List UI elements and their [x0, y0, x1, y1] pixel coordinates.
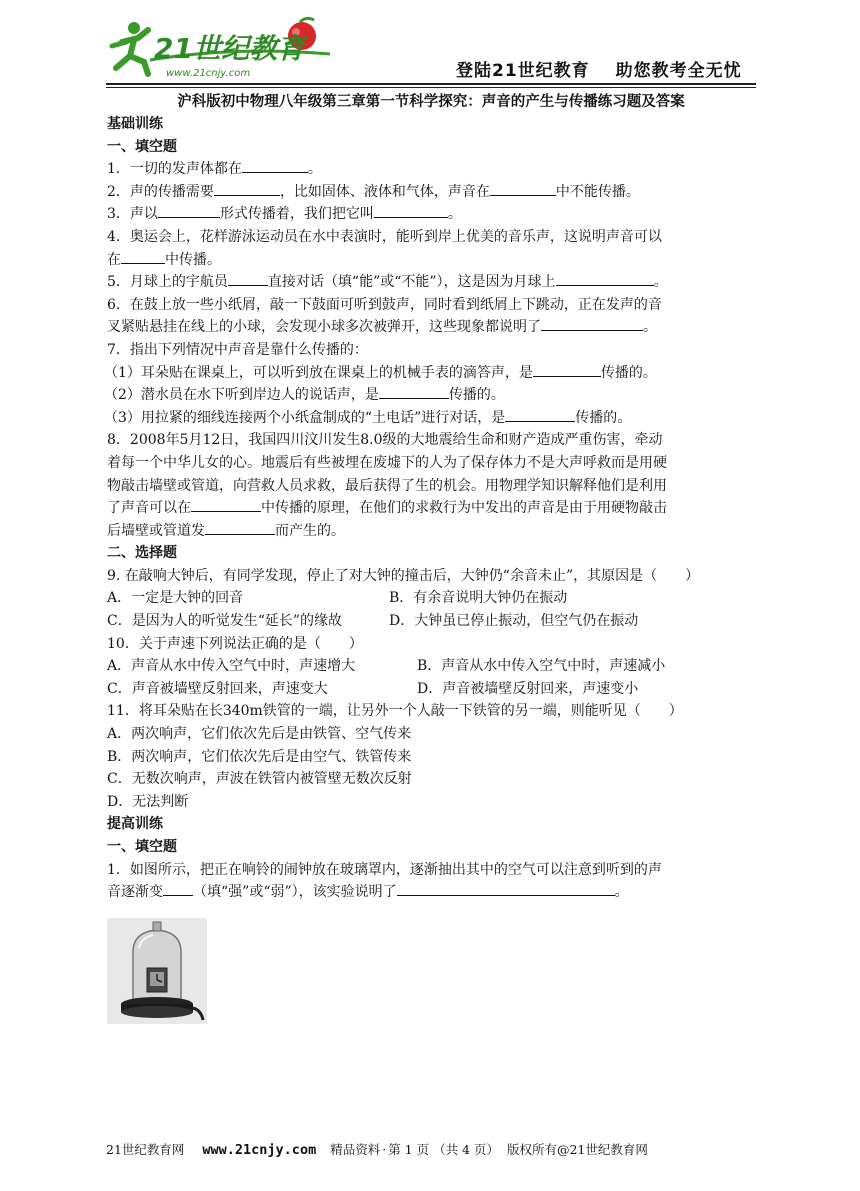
- option-c[interactable]: C．是因为人的听觉发生“延长”的缘故: [107, 613, 343, 630]
- footer-site-link[interactable]: www.21cnjy.com: [202, 1142, 317, 1158]
- answer-blank[interactable]: [556, 271, 654, 286]
- question-2: 2．声的传播需要 ，比如固体、液体和气体，声音在 中不能传播。: [107, 181, 755, 204]
- option-a[interactable]: A．声音从水中传入空气中时，声速增大: [107, 658, 356, 675]
- footer-left: 21世纪教育网: [106, 1142, 185, 1157]
- answer-blank[interactable]: [490, 181, 556, 196]
- answer-blank[interactable]: [533, 362, 601, 377]
- logo-text: 21世纪教育: [154, 32, 305, 65]
- section-choice: 二、选择题: [107, 545, 177, 562]
- option-a[interactable]: A．两次响声，它们依次先后是由铁管、空气传来: [107, 726, 412, 743]
- runner-icon: [112, 22, 148, 74]
- logo-url: www.21cnjy.com: [166, 68, 251, 79]
- question-9-options-ab: [107, 587, 755, 610]
- answer-blank[interactable]: [374, 203, 448, 218]
- option-d[interactable]: D．大钟虽已停止振动，但空气仍在振动: [389, 613, 639, 630]
- question-10-options-cd: [107, 678, 755, 701]
- question-7: 7．指出下列情况中声音是靠什么传播的：: [107, 341, 368, 358]
- answer-blank[interactable]: [242, 158, 308, 173]
- answer-blank[interactable]: [228, 271, 268, 286]
- section-advanced: 提高训练: [107, 816, 163, 833]
- section-fill-2: 一、填空题: [107, 839, 177, 855]
- answer-blank[interactable]: [397, 881, 615, 896]
- answer-blank[interactable]: [379, 384, 449, 399]
- question-8: 8．2008年5月12日，我国四川汶川发生8.0级的大地震给生命和财产造成严重伤害，牵动 着每一个中华儿女的心。地震后有些被埋在废墟下的人为了保存体力不是大声呼救而是用硬 物敲击墙壁或管道，向营救人员求救，最后获得了生的机会。用物理学知识解释他们是利用 了声音可以在 中传播的原理，在他们的求救行为中发出的声音是由于用硬物敲击 后墙壁或管道发 而产生的。: [107, 432, 667, 539]
- answer-blank[interactable]: [205, 520, 275, 535]
- answer-blank[interactable]: [191, 497, 261, 512]
- option-d[interactable]: D．声音被墙壁反射回来，声速变小: [417, 680, 639, 697]
- question-6: 6．在鼓上放一些小纸屑，敲一下鼓面可听到鼓声，同时看到纸屑上下跳动，正在发声的音 叉紧贴悬挂在线上的小球，会发现小球多次被弹开，这些现象都说明了 。: [107, 296, 662, 336]
- question-7-3: （3）用拉紧的细线连接两个小纸盒制成的“土电话”进行对话，是 传播的。: [104, 407, 755, 430]
- question-1: 1．一切的发声体都在 。: [107, 158, 755, 181]
- slogan-right: 助您教考全无忧: [615, 61, 742, 81]
- section-fill: 一、填空题: [107, 138, 177, 155]
- question-9: 9. 在敲响大钟后，有同学发现，停止了对大钟的撞击后，大钟仍“余音未止”，其原因是（ ）: [107, 567, 700, 584]
- footer-mid: 精品资料: [330, 1142, 381, 1157]
- question-4: 4．奥运会上，花样游泳运动员在水中表演时，能听到岸上优美的音乐声，这说明声音可以 在 中传播。: [107, 228, 662, 268]
- option-c[interactable]: C．无数次响声，声波在铁管内被管壁无数次反射: [107, 771, 412, 788]
- option-b[interactable]: B．声音从水中传入空气中时，声速减小: [417, 658, 666, 675]
- question-11: 11．将耳朵贴在长340m铁管的一端，让另外一个人敲一下铁管的另一端，则能听见（ ）: [107, 703, 683, 720]
- answer-blank[interactable]: [121, 249, 165, 264]
- answer-blank[interactable]: [541, 316, 643, 331]
- option-a[interactable]: A．一定是大钟的回音: [107, 590, 244, 607]
- option-c[interactable]: C．声音被墙壁反射回来，声速变大: [107, 680, 328, 697]
- footer-page-info: 第 1 页 （共 4 页）: [388, 1142, 499, 1157]
- footer-copyright: 版权所有@21世纪教育网: [506, 1142, 648, 1157]
- answer-blank[interactable]: [163, 881, 193, 896]
- option-b[interactable]: B．两次响声，它们依次先后是由空气、铁管传来: [107, 748, 412, 765]
- question-10: 10．关于声速下列说法正确的是（ ）: [107, 635, 363, 652]
- slogan-left: 登陆21世纪教育: [456, 61, 590, 81]
- page-footer: [106, 1140, 756, 1158]
- question-7-2: （2）潜水员在水下听到岸边人的说话声，是 传播的。: [104, 384, 755, 407]
- question-5: 5．月球上的宇航员 直接对话（填“能”或“不能”），这是因为月球上 。: [107, 271, 755, 294]
- advanced-question-1: 1．如图所示，把正在响铃的闹钟放在玻璃罩内，逐渐抽出其中的空气可以注意到听到的声 音逐渐变 （填“强”或“弱”），该实验说明了 。: [107, 861, 662, 901]
- header-slogan: [456, 56, 742, 81]
- header-rule-thin: [106, 87, 756, 88]
- answer-blank[interactable]: [505, 407, 575, 422]
- option-b[interactable]: B．有余音说明大钟仍在振动: [389, 590, 568, 607]
- header-rule: [106, 83, 756, 85]
- question-3: 3．声以 形式传播着，我们把它叫 。: [107, 203, 755, 226]
- alarm-clock-icon: [147, 968, 167, 992]
- option-d[interactable]: D．无法判断: [107, 793, 189, 810]
- bell-jar-photo: [107, 918, 207, 1024]
- document-body: [104, 91, 755, 1024]
- question-7-1: （1）耳朵贴在课桌上，可以听到放在课桌上的机械手表的滴答声，是 传播的。: [104, 362, 755, 385]
- question-9-options-cd: [107, 610, 755, 633]
- logo: [104, 16, 344, 82]
- footer-dot: ·: [382, 1142, 387, 1157]
- section-basic: 基础训练: [107, 116, 163, 132]
- answer-blank[interactable]: [214, 181, 280, 196]
- answer-blank[interactable]: [158, 203, 220, 218]
- page-header: [0, 0, 860, 92]
- document-title: 沪科版初中物理八年级第三章第一节科学探究：声音的产生与传播练习题及答案: [177, 93, 685, 110]
- question-10-options-ab: [107, 655, 755, 678]
